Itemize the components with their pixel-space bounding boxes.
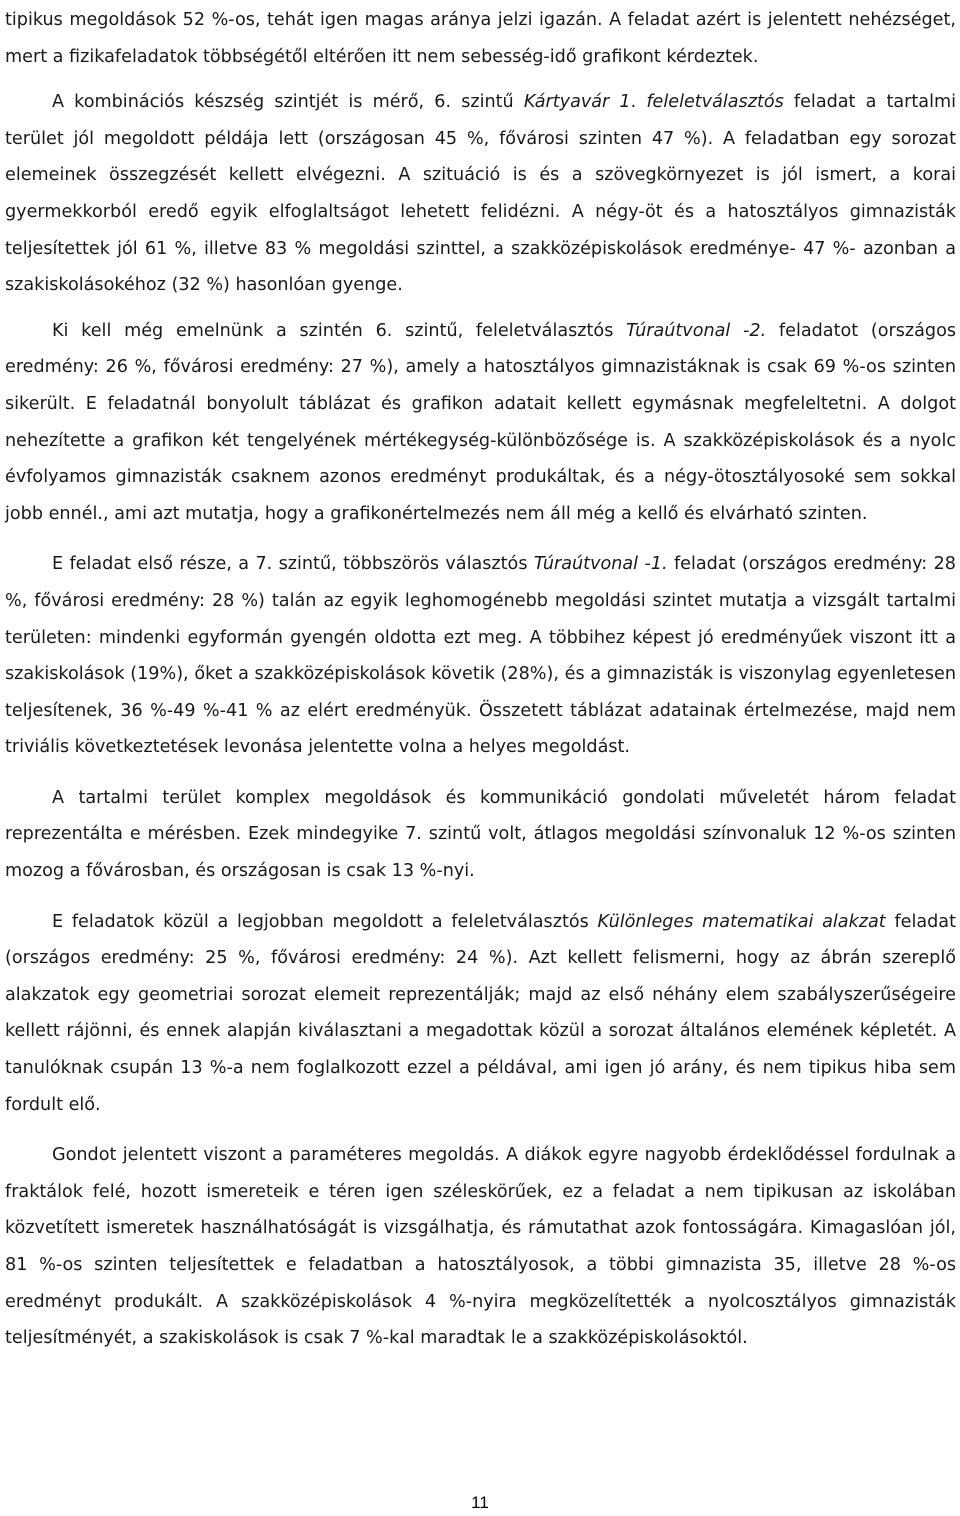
text-segment: Gondot jelentett viszont a paraméteres megoldás. A diákok egyre nagyobb érdeklődéssel fordulnak a fraktálok felé, hozott ismereteik e téren igen széleskörűek, ez a feladat a nem tipikusan az iskolában közvetített ismeretek használhatóságát is vizsgálhatja, és rámutathat azok fontosságára. Kimagaslóan jól, 81 %-os szinten teljesítettek e feladatban a hatosztályosok, a többi gimnazista 35, illetve 28 %-os eredményt produkált. A szakközépiskolások 4 %-nyira megközelítették a nyolcosztályos gimnazisták teljesítményét, a szakiskolások is csak 7 %-kal maradtak le a szakközépiskolásoktól. bbox=[5, 1145, 956, 1349]
italic-term: Különleges matematikai alakzat bbox=[597, 911, 886, 932]
italic-term: Túraútvonal -1. bbox=[533, 554, 668, 575]
paragraph-5 bbox=[5, 780, 956, 890]
text-segment: . bbox=[630, 92, 647, 113]
text-segment: A kombinációs készség szintjét is mérő, 6. szintű bbox=[52, 92, 524, 113]
text-segment: A tartalmi terület komplex megoldások és kommunikáció gondolati műveletét három feladat reprezentálta e mérésben. Ezek mindegyike 7. szintű volt, átlagos megoldási színvonaluk 12 %-os szinten mozog a fővárosban, és országosan is csak 13 %-nyi. bbox=[5, 787, 956, 882]
page-number: 11 bbox=[471, 1493, 489, 1512]
paragraph-1 bbox=[5, 2, 956, 75]
text-segment: feladat (országos eredmény: 25 %, fővárosi eredmény: 24 %). Azt kellett felismerni, hogy az ábrán szereplő alakzatok egy geometriai sorozat elemeit reprezentálják; majd az első néhány elem szabályszerűségeire kellett rájönni, és ennek alapján kiválasztani a megadottak közül a sorozat általános elemének képletét. A tanulóknak csupán 13 %-a nem foglalkozott ezzel a példával, ami igen jó arány, és nem tipikus hiba sem fordult elő. bbox=[5, 911, 956, 1115]
text-segment: E feladat első része, a 7. szintű, többszörös választós bbox=[52, 554, 534, 575]
text-segment: feladatot (országos eredmény: 26 %, fővárosi eredmény: 27 %), amely a hatosztályos gimnazistáknak is csak 69 %-os szinten sikerült. E feladatnál bonyolult táblázat és grafikon adatait kellett egymásnak megfeleltetni. A dolgot nehezítette a grafikon két tengelyének mértékegység-különbözősége is. A szakközépiskolások és a nyolc évfolyamos gimnazisták csaknem azonos eredményt produkáltak, és a négy-ötosztályosoké sem sokkal jobb ennél., ami azt mutatja, hogy a grafikonértelmezés nem áll még a kellő és elvárható szinten. bbox=[5, 320, 957, 524]
text-segment: Ki kell még emelnünk a szintén 6. szintű, feleletválasztós bbox=[52, 320, 627, 341]
text-segment: feladat (országos eredmény: 28 %, fővárosi eredmény: 28 %) talán az egyik leghomogénebb megoldási szintet mutatja a vizsgált tartalmi területen: mindenki egyformán gyengén oldotta ezt meg. A többihez képest jó eredményűek viszont itt a szakiskolások (19%), őket a szakközépiskolások követik (28%), és a gimnazisták is viszonylag egyenletesen teljesítenek, 36 %-49 %-41 % az elért eredményük. Összetett táblázat adatainak értelmezése, majd nem triviális következtetések levonása jelentette volna a helyes megoldást. bbox=[5, 554, 956, 758]
italic-term: Túraútvonal -2. bbox=[626, 320, 767, 341]
italic-term: feleletválasztós bbox=[646, 92, 784, 113]
text-segment: tipikus megoldások 52 %-os, tehát igen magas aránya jelzi igazán. A feladat azért is jelentett nehézséget, mert a fizikafeladatok többségétől eltérően itt nem sebesség-idő grafikont kérdeztek. bbox=[5, 10, 956, 67]
paragraph-2 bbox=[5, 84, 956, 304]
text-segment: feladat a tartalmi terület jól megoldott példája lett (országosan 45 %, fővárosi szinten 47 %). A feladatban egy sorozat elemeinek összegzését kellett elvégezni. A szituáció is és a szövegkörnyezet is jól ismert, a korai gyermekkorból eredő egyik elfoglaltságot lehetett felidézni. A négy-öt és a hatosztályos gimnazisták teljesítettek jól 61 %, illetve 83 % megoldási szinttel, a szakközépiskolások eredménye- 47 %- azonban a szakiskolásokéhoz (32 %) hasonlóan gyenge. bbox=[5, 92, 957, 296]
paragraph-3 bbox=[5, 313, 956, 533]
paragraph-7 bbox=[5, 1137, 956, 1357]
paragraph-4 bbox=[5, 546, 956, 766]
paragraph-6 bbox=[5, 904, 956, 1124]
text-segment: E feladatok közül a legjobban megoldott a feleletválasztós bbox=[52, 911, 598, 932]
italic-term: Kártyavár 1 bbox=[523, 92, 631, 113]
